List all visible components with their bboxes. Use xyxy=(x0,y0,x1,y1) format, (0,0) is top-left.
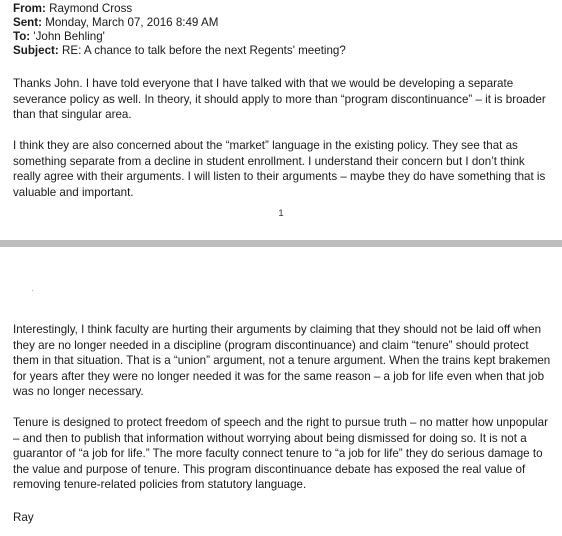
sent-value: Monday, March 07, 2016 8:49 AM xyxy=(41,16,219,29)
to-label: To: xyxy=(13,30,31,43)
subject-label: Subject: xyxy=(13,44,59,57)
from-value: Raymond Cross xyxy=(45,2,133,15)
from-label: From: xyxy=(13,2,46,15)
sent-line xyxy=(13,16,218,30)
subject-line xyxy=(13,44,346,58)
to-line xyxy=(13,30,105,44)
page-two xyxy=(0,247,562,536)
paragraph-3: Interestingly, I think faculty are hurting their arguments by claiming that they should not be laid off when they are no longer needed in a discipline (program discontinuance) and claim “tenure” should protect them in that situation. That is a “union” argument, not a tenure argument. When the trains kept brakemen for years after they were no longer needed it was for the same reason – a job for life even when that job was no longer necessary. xyxy=(13,323,551,398)
page-one xyxy=(0,0,562,240)
to-value: 'John Behling' xyxy=(30,30,105,43)
paragraph-4: Tenure is designed to protect freedom of speech and the right to pursue truth – no matter how unpopular – and then to publish that information without worrying about being dismissed for doing so. It is not a guarantor of “a job for life.” The more faculty connect tenure to “a job for life” they do serious damage to the value and purpose of tenure. This program discontinuance debate has exposed the real value of removing tenure-related policies from statutory language. xyxy=(13,416,548,491)
page-number: 1 xyxy=(278,208,284,219)
scan-speck xyxy=(32,290,33,291)
paragraph-2: I think they are also concerned about the “market” language in the existing policy. They see that as something separate from a decline in student enrollment. I understand their concern but I don’t think really agree with their arguments. I will listen to their arguments – maybe they do have something that is valuable and important. xyxy=(13,139,546,199)
page-break-divider xyxy=(0,240,562,247)
signature: Ray xyxy=(13,511,34,524)
from-line xyxy=(13,2,132,16)
paragraph-1: Thanks John. I have told everyone that I have talked with that we would be developing a separate severance policy as well. In theory, it should apply to more than “program discontinuance” – it is broader than that singular area. xyxy=(13,77,546,121)
sent-label: Sent: xyxy=(13,16,42,29)
subject-value: RE: A chance to talk before the next Regents' meeting? xyxy=(58,44,346,57)
